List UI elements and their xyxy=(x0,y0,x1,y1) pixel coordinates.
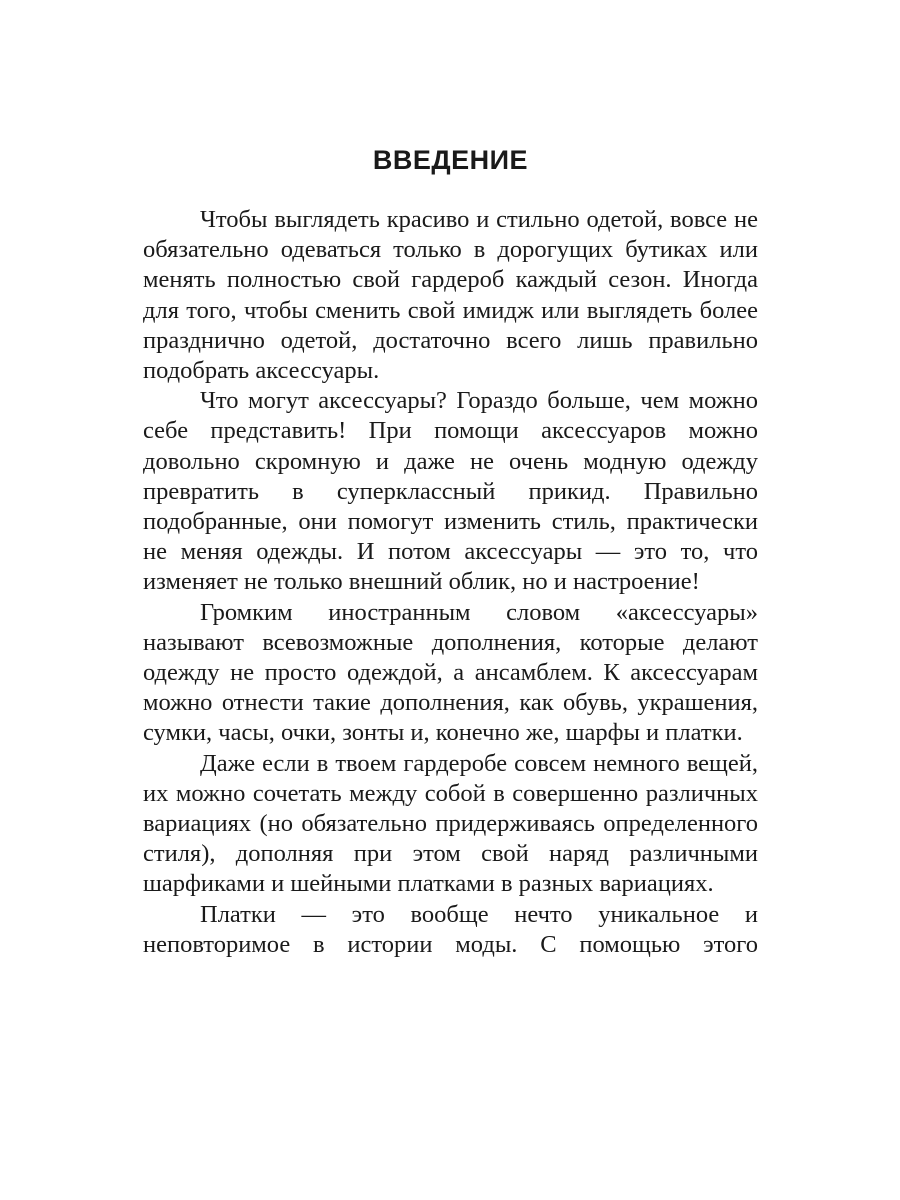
book-page xyxy=(143,0,758,1200)
paragraph-2: Что могут аксессуары? Гораздо больше, чем можно себе представить! При помощи аксессуаров можно довольно скромную и даже не очень модную одежду превратить в суперклассный прикид. Правильно подобранные, они помогут изменить стиль, практически не меняя одежды. И потом аксессуары — это то, что изменяет не только внешний облик, но и настроение! xyxy=(143,387,758,596)
chapter-title: ВВЕДЕНИЕ xyxy=(372,145,529,175)
chapter-body xyxy=(143,205,758,960)
paragraph-5: Платки — это вообще нечто уникальное и неповторимое в истории моды. С помощью этого xyxy=(143,900,758,958)
paragraph-3: Громким иностранным словом «аксессуары» называют всевозможные дополнения, которые делают одежду не просто одеждой, а ансамблем. К аксессуарам можно отнести такие дополнения, как обувь, украшения, сумки, часы, очки, зонты и, конечно же, шарфы и платки. xyxy=(143,598,758,747)
paragraph-4: Даже если в твоем гардеробе совсем немного вещей, их можно сочетать между собой в совершенно различных вариациях (но обязательно придерживаясь определенного стиля), дополняя при этом свой наряд различными шарфиками и шейными платками в разных вариациях. xyxy=(143,749,758,898)
paragraph-1: Чтобы выглядеть красиво и стильно одетой, вовсе не обязательно одеваться только в дорогущих бутиках или менять полностью свой гардероб каждый сезон. Иногда для того, чтобы сменить свой имидж или выглядеть более празднично одетой, достаточно всего лишь правильно подобрать аксессуары. xyxy=(143,206,758,385)
